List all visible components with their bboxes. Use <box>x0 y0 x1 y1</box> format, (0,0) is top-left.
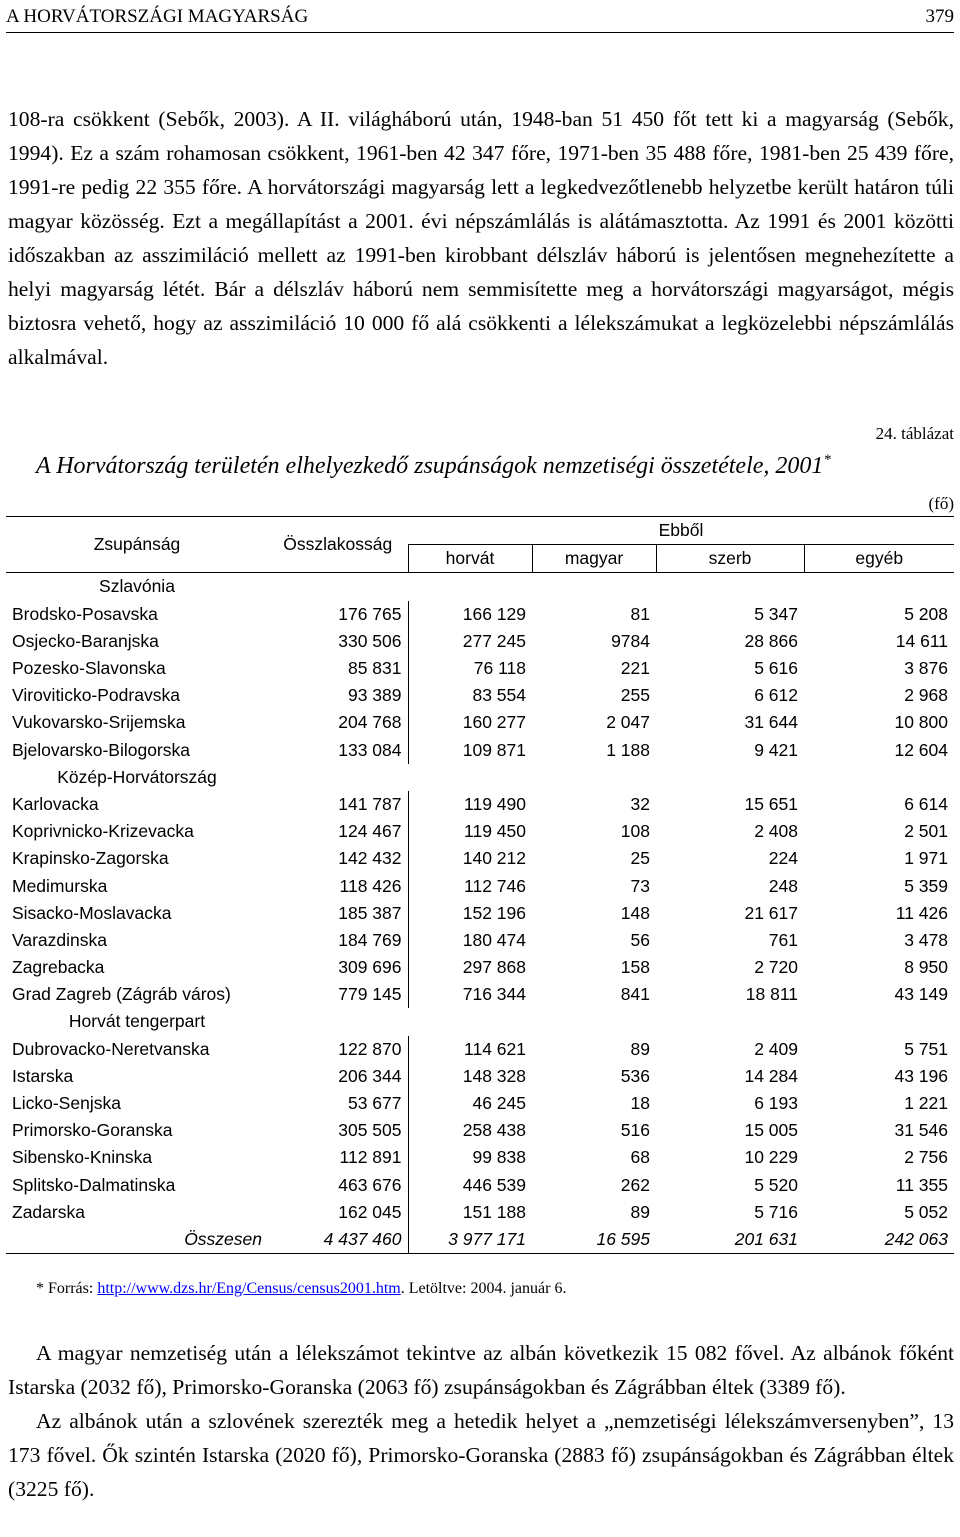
value-cell: 5 716 <box>754 1201 798 1222</box>
value-cell: 56 <box>630 929 650 950</box>
value-cell: 141 787 <box>268 791 408 818</box>
col-magyar: magyar <box>532 545 656 573</box>
value-cell: 114 621 <box>464 1038 526 1059</box>
value-cell: 516 <box>620 1120 650 1141</box>
empty-cell <box>656 573 804 601</box>
table-title-text: A Horvátország területén elhelyezkedő zsupánságok nemzetiségi összetétele, 2001 <box>36 453 824 479</box>
value-cell: 6 612 <box>754 685 798 706</box>
col-szerb: szerb <box>656 545 804 573</box>
value-cell: 297 868 <box>462 957 526 978</box>
footnote-suffix: . Letöltve: 2004. január 6. <box>400 1280 567 1297</box>
county-name: Krapinsko-Zagorska <box>12 848 169 869</box>
table-body <box>6 573 954 1254</box>
value-cell: 162 045 <box>268 1199 408 1226</box>
county-name: Istarska <box>12 1065 74 1086</box>
table-row <box>6 1144 954 1171</box>
value-cell: 158 <box>620 957 650 978</box>
value-cell: 206 344 <box>268 1063 408 1090</box>
value-cell: 3 876 <box>904 658 948 679</box>
value-cell: 5 520 <box>754 1174 798 1195</box>
value-cell: 152 196 <box>462 902 526 923</box>
table-row <box>6 1199 954 1226</box>
county-name: Osjecko-Baranjska <box>12 630 159 651</box>
value-cell: 119 450 <box>464 821 526 842</box>
value-cell: 841 <box>620 984 650 1005</box>
intro-paragraph <box>8 102 954 374</box>
value-cell: 2 501 <box>904 821 948 842</box>
value-cell: 5 359 <box>904 875 948 896</box>
county-name: Medimurska <box>12 875 108 896</box>
county-name: Varazdinska <box>12 929 108 950</box>
table-row <box>6 1172 954 1199</box>
empty-cell <box>804 1008 954 1035</box>
value-cell: 99 838 <box>472 1147 526 1168</box>
value-cell: 1 971 <box>904 848 948 869</box>
value-cell: 5 208 <box>904 603 948 624</box>
value-cell: 262 <box>620 1174 650 1195</box>
value-cell: 185 387 <box>268 900 408 927</box>
value-cell: 160 277 <box>462 712 526 733</box>
value-cell: 224 <box>768 848 798 869</box>
value-cell: 10 229 <box>744 1147 798 1168</box>
value-cell: 5 751 <box>904 1038 948 1059</box>
value-cell: 43 149 <box>894 984 948 1005</box>
value-cell: 148 <box>620 902 650 923</box>
value-cell: 15 651 <box>744 793 798 814</box>
intro-text: 108-ra csökkent (Sebők, 2003). A II. világháború után, 1948-ban 51 450 főt tett ki a magyarság (Sebők, 1994). Ez a szám rohamosan csökkent, 1961-ben 42 347 főre, 1971-ben 35 488 főre, 1981-ben 25 439 főre, 1991-re pedig 22 355 főre. A horvátországi magyarság lett a legkedvezőtlenebb helyzetbe került határon túli magyar közösség. Ezt a megállapítást a 2001. évi népszámlálás is alátámasztotta. Az 1991 és 2001 közötti időszakban az asszimiláció mellett az 1991-ben kirobbant délszláv háború is jelentősen megnehezítette a helyi magyarság létét. Bár a délszláv háború nem semmisítette meg a horvátországi magyarságot, mégis biztosra vehető, hogy az asszimiláció 10 000 fő alá csökkenti a lélekszámukat a legközelebbi népszámlálás alkalmával. <box>8 107 954 369</box>
value-cell: 108 <box>620 821 650 842</box>
empty-cell <box>532 1008 656 1035</box>
value-cell: 184 769 <box>268 927 408 954</box>
empty-cell <box>268 764 408 791</box>
table-title-mark: * <box>823 452 831 468</box>
county-name: Karlovacka <box>12 793 99 814</box>
total-label: Összesen <box>6 1226 268 1254</box>
value-cell: 1 188 <box>606 739 650 760</box>
value-cell: 112 746 <box>464 875 526 896</box>
source-link[interactable]: http://www.dzs.hr/Eng/Census/census2001.htm <box>97 1280 401 1297</box>
total-value: 242 063 <box>804 1226 954 1254</box>
value-cell: 779 145 <box>268 981 408 1008</box>
table-row <box>6 628 954 655</box>
value-cell: 166 129 <box>462 603 526 624</box>
table-row <box>6 954 954 981</box>
table-row <box>6 981 954 1008</box>
value-cell: 258 438 <box>462 1120 526 1141</box>
table-row <box>6 601 954 628</box>
value-cell: 21 617 <box>744 902 798 923</box>
empty-cell <box>804 764 954 791</box>
value-cell: 89 <box>630 1201 650 1222</box>
value-cell: 463 676 <box>268 1172 408 1199</box>
value-cell: 305 505 <box>268 1117 408 1144</box>
value-cell: 5 616 <box>754 658 798 679</box>
paragraph-albanians: A magyar nemzetiség után a lélekszámot tekintve az albán következik 15 082 fővel. Az albánok főként Istarska (2032 fő), Primorsko-Goranska (2063 fő) zsupánságokban és Zágrábban éltek (3389 fő). <box>8 1341 954 1399</box>
value-cell: 2 409 <box>754 1038 798 1059</box>
county-name: Brodsko-Posavska <box>12 603 158 624</box>
value-cell: 46 245 <box>472 1093 526 1114</box>
value-cell: 248 <box>768 875 798 896</box>
value-cell: 31 546 <box>894 1120 948 1141</box>
value-cell: 761 <box>768 929 798 950</box>
col-ebbol: Ebből <box>408 517 954 545</box>
value-cell: 10 800 <box>894 712 948 733</box>
value-cell: 2 720 <box>754 957 798 978</box>
table-row <box>6 709 954 736</box>
footnote <box>36 1280 566 1298</box>
value-cell: 83 554 <box>472 685 526 706</box>
table-row <box>6 682 954 709</box>
empty-cell <box>408 1008 532 1035</box>
table-row <box>6 655 954 682</box>
empty-cell <box>532 764 656 791</box>
value-cell: 15 005 <box>744 1120 798 1141</box>
total-value: 16 595 <box>532 1226 656 1254</box>
value-cell: 32 <box>630 793 650 814</box>
value-cell: 2 756 <box>904 1147 948 1168</box>
ethnic-composition-table <box>6 516 954 1254</box>
empty-cell <box>268 573 408 601</box>
table-row <box>6 872 954 899</box>
value-cell: 43 196 <box>894 1065 948 1086</box>
county-name: Koprivnicko-Krizevacka <box>12 821 194 842</box>
region-name: Közép-Horvátország <box>57 766 217 787</box>
total-row <box>6 1226 954 1254</box>
region-row <box>6 573 954 601</box>
value-cell: 68 <box>630 1147 650 1168</box>
value-cell: 28 866 <box>744 630 798 651</box>
empty-cell <box>408 573 532 601</box>
value-cell: 76 118 <box>473 658 526 679</box>
county-name: Viroviticko-Podravska <box>12 685 180 706</box>
value-cell: 255 <box>620 685 650 706</box>
col-egyeb: egyéb <box>804 545 954 573</box>
value-cell: 11 426 <box>895 902 948 923</box>
county-name: Pozesko-Slavonska <box>12 658 166 679</box>
empty-cell <box>656 1008 804 1035</box>
value-cell: 2 047 <box>606 712 650 733</box>
total-value: 201 631 <box>656 1226 804 1254</box>
county-name: Zadarska <box>12 1201 85 1222</box>
col-zsupansag: Zsupánság <box>6 517 268 573</box>
value-cell: 119 490 <box>464 793 526 814</box>
county-name: Zagrebacka <box>12 957 105 978</box>
value-cell: 221 <box>620 658 650 679</box>
county-name: Grad Zagreb (Zágráb város) <box>12 984 231 1005</box>
table-row <box>6 791 954 818</box>
value-cell: 9 421 <box>754 739 798 760</box>
value-cell: 277 245 <box>462 630 526 651</box>
value-cell: 176 765 <box>268 601 408 628</box>
county-name: Bjelovarsko-Bilogorska <box>12 739 190 760</box>
paragraph-slovenians: Az albánok után a szlovének szerezték meg a hetedik helyet a „nemzetiségi lélekszámversenyben”, 13 173 fővel. Ők szintén Istarska (2020 fő), Primorsko-Goranska (2883 fő) zsupánságokban és Zágrábban éltek (3225 fő). <box>8 1409 954 1501</box>
value-cell: 716 344 <box>462 984 526 1005</box>
table-row <box>6 1090 954 1117</box>
page-number: 379 <box>925 6 954 27</box>
running-header <box>6 4 954 33</box>
value-cell: 3 478 <box>904 929 948 950</box>
table-number: 24. táblázat <box>875 424 954 443</box>
value-cell: 25 <box>630 848 650 869</box>
region-name: Horvát tengerpart <box>68 1011 206 1032</box>
table-row <box>6 818 954 845</box>
value-cell: 89 <box>630 1038 650 1059</box>
county-name: Vukovarsko-Srijemska <box>12 712 186 733</box>
value-cell: 148 328 <box>462 1065 526 1086</box>
empty-cell <box>804 573 954 601</box>
table-unit: (fő) <box>928 494 954 513</box>
value-cell: 133 084 <box>268 737 408 764</box>
table-row <box>6 737 954 764</box>
county-name: Sibensko-Kninska <box>12 1147 153 1168</box>
value-cell: 124 467 <box>268 818 408 845</box>
value-cell: 93 389 <box>268 682 408 709</box>
county-name: Licko-Senjska <box>12 1093 121 1114</box>
value-cell: 11 355 <box>895 1174 948 1195</box>
running-title: A HORVÁTORSZÁGI MAGYARSÁG <box>6 6 309 27</box>
table-row <box>6 900 954 927</box>
value-cell: 446 539 <box>462 1174 526 1195</box>
table-row <box>6 1063 954 1090</box>
closing-text <box>8 1336 954 1506</box>
value-cell: 330 506 <box>268 628 408 655</box>
empty-cell <box>532 573 656 601</box>
table-row <box>6 927 954 954</box>
col-osszlakossag: Összlakosság <box>268 517 408 573</box>
empty-cell <box>408 764 532 791</box>
table-row <box>6 1117 954 1144</box>
value-cell: 18 811 <box>745 984 798 1005</box>
table-row <box>6 1036 954 1063</box>
total-value: 4 437 460 <box>268 1226 408 1254</box>
region-row <box>6 1008 954 1035</box>
value-cell: 9784 <box>611 630 650 651</box>
value-cell: 118 426 <box>268 872 408 899</box>
table-row <box>6 845 954 872</box>
value-cell: 53 677 <box>268 1090 408 1117</box>
value-cell: 8 950 <box>904 957 948 978</box>
value-cell: 180 474 <box>462 929 526 950</box>
col-horvat: horvát <box>408 545 532 573</box>
value-cell: 14 611 <box>895 630 948 651</box>
value-cell: 73 <box>630 875 650 896</box>
total-value: 3 977 171 <box>408 1226 532 1254</box>
value-cell: 140 212 <box>462 848 526 869</box>
footnote-prefix: * Forrás: <box>36 1280 98 1297</box>
county-name: Dubrovacko-Neretvanska <box>12 1038 210 1059</box>
value-cell: 122 870 <box>268 1036 408 1063</box>
county-name: Primorsko-Goranska <box>12 1120 173 1141</box>
value-cell: 109 871 <box>462 739 526 760</box>
value-cell: 536 <box>620 1065 650 1086</box>
county-name: Sisacko-Moslavacka <box>12 902 172 923</box>
region-row <box>6 764 954 791</box>
value-cell: 142 432 <box>268 845 408 872</box>
value-cell: 204 768 <box>268 709 408 736</box>
value-cell: 6 614 <box>904 793 948 814</box>
region-name: Szlavónia <box>99 576 175 597</box>
value-cell: 6 193 <box>754 1093 798 1114</box>
value-cell: 31 644 <box>744 712 798 733</box>
value-cell: 151 188 <box>462 1201 526 1222</box>
value-cell: 14 284 <box>744 1065 798 1086</box>
value-cell: 2 968 <box>904 685 948 706</box>
value-cell: 112 891 <box>268 1144 408 1171</box>
county-name: Splitsko-Dalmatinska <box>12 1174 176 1195</box>
table-title <box>36 452 831 480</box>
value-cell: 1 221 <box>904 1093 948 1114</box>
value-cell: 18 <box>630 1093 650 1114</box>
empty-cell <box>268 1008 408 1035</box>
value-cell: 12 604 <box>894 739 948 760</box>
value-cell: 5 347 <box>754 603 798 624</box>
value-cell: 5 052 <box>904 1201 948 1222</box>
value-cell: 81 <box>630 603 650 624</box>
value-cell: 85 831 <box>268 655 408 682</box>
empty-cell <box>656 764 804 791</box>
value-cell: 2 408 <box>754 821 798 842</box>
value-cell: 309 696 <box>268 954 408 981</box>
